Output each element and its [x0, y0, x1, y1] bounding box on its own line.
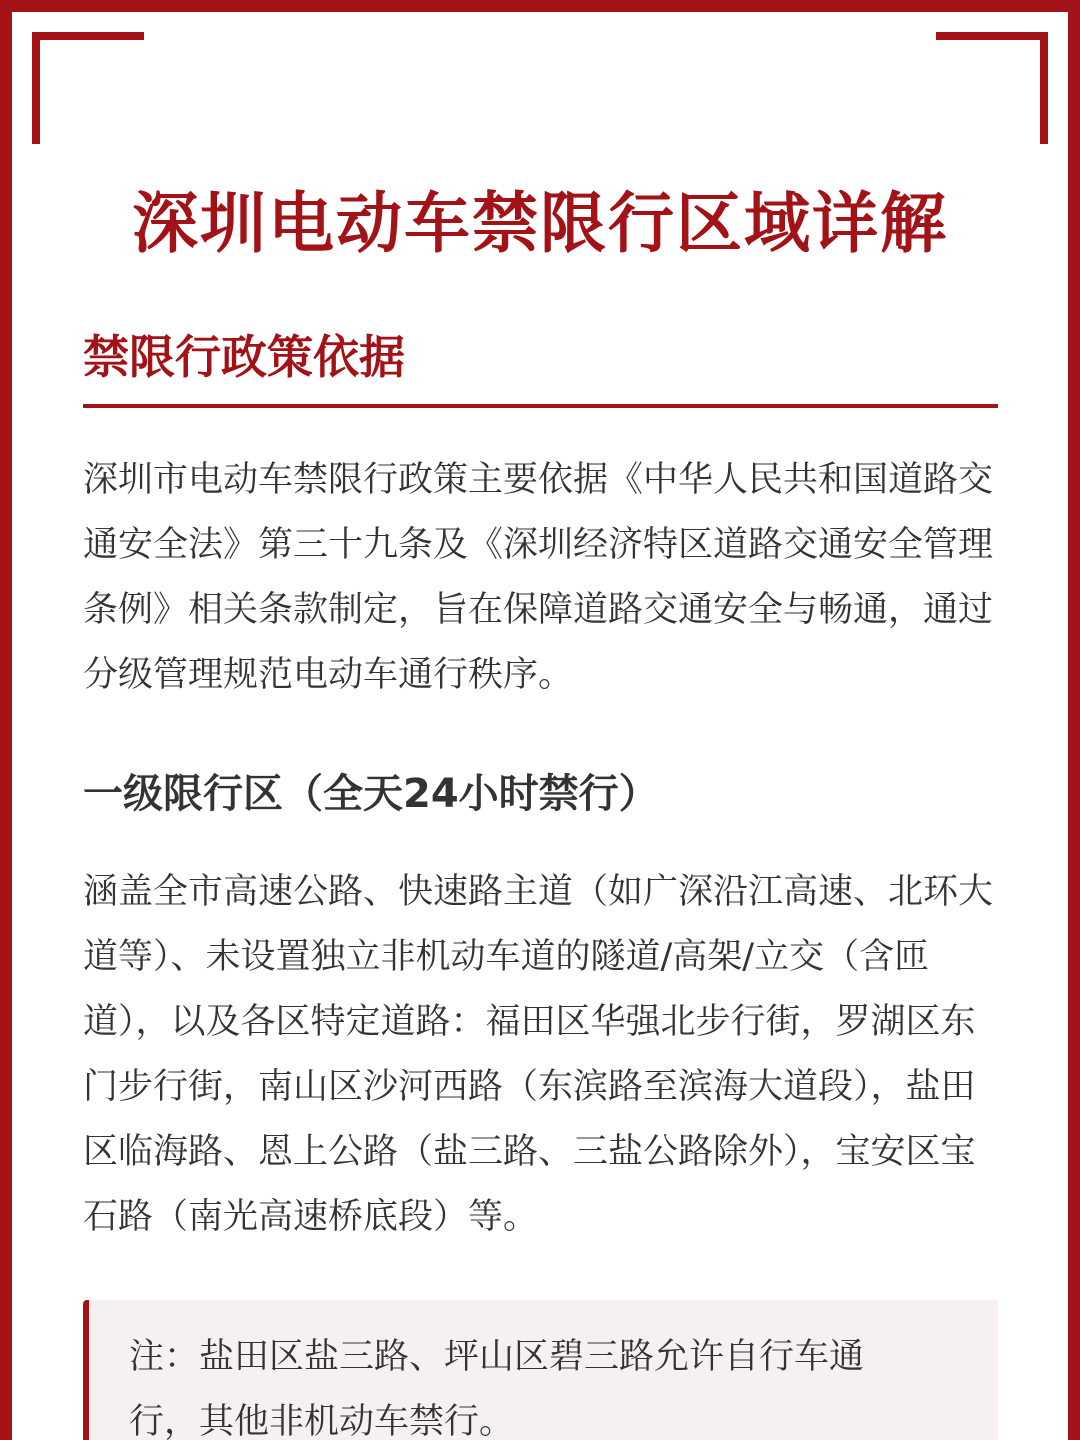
corner-decoration-top-right: [936, 32, 1048, 144]
note-text: 注：盐田区盐三路、坪山区碧三路允许自行车通行，其他非机动车禁行。: [129, 1337, 865, 1440]
page-title: 深圳电动车禁限行区域详解: [132, 185, 948, 263]
level-one-zone-paragraph: 涵盖全市高速公路、快速路主道（如广深沿江高速、北环大道等）、未设置独立非机动车道的隧道/高架/立交（含匝道），以及各区特定道路：福田区华强北步行街，罗湖区东门步行街，南山区沙河西路（东滨路至滨海大道段），盐田区临海路、恩上公路（盐三路、三盐公路除外），宝安区宝石路（南光高速桥底段）等。: [83, 872, 994, 1237]
note-box: [83, 1300, 998, 1440]
policy-basis-paragraph: 深圳市电动车禁限行政策主要依据《中华人民共和国道路交通安全法》第三十九条及《深圳经济特区道路交通安全管理条例》相关条款制定，旨在保障道路交通安全与畅通，通过分级管理规范电动车通行秩序。: [83, 460, 994, 695]
section-divider: [83, 404, 998, 408]
level-one-zone-heading: 一级限行区（全天24小时禁行）: [83, 771, 659, 817]
corner-decoration-top-left: [32, 32, 144, 144]
section-heading-policy-basis: 禁限行政策依据: [83, 330, 405, 384]
